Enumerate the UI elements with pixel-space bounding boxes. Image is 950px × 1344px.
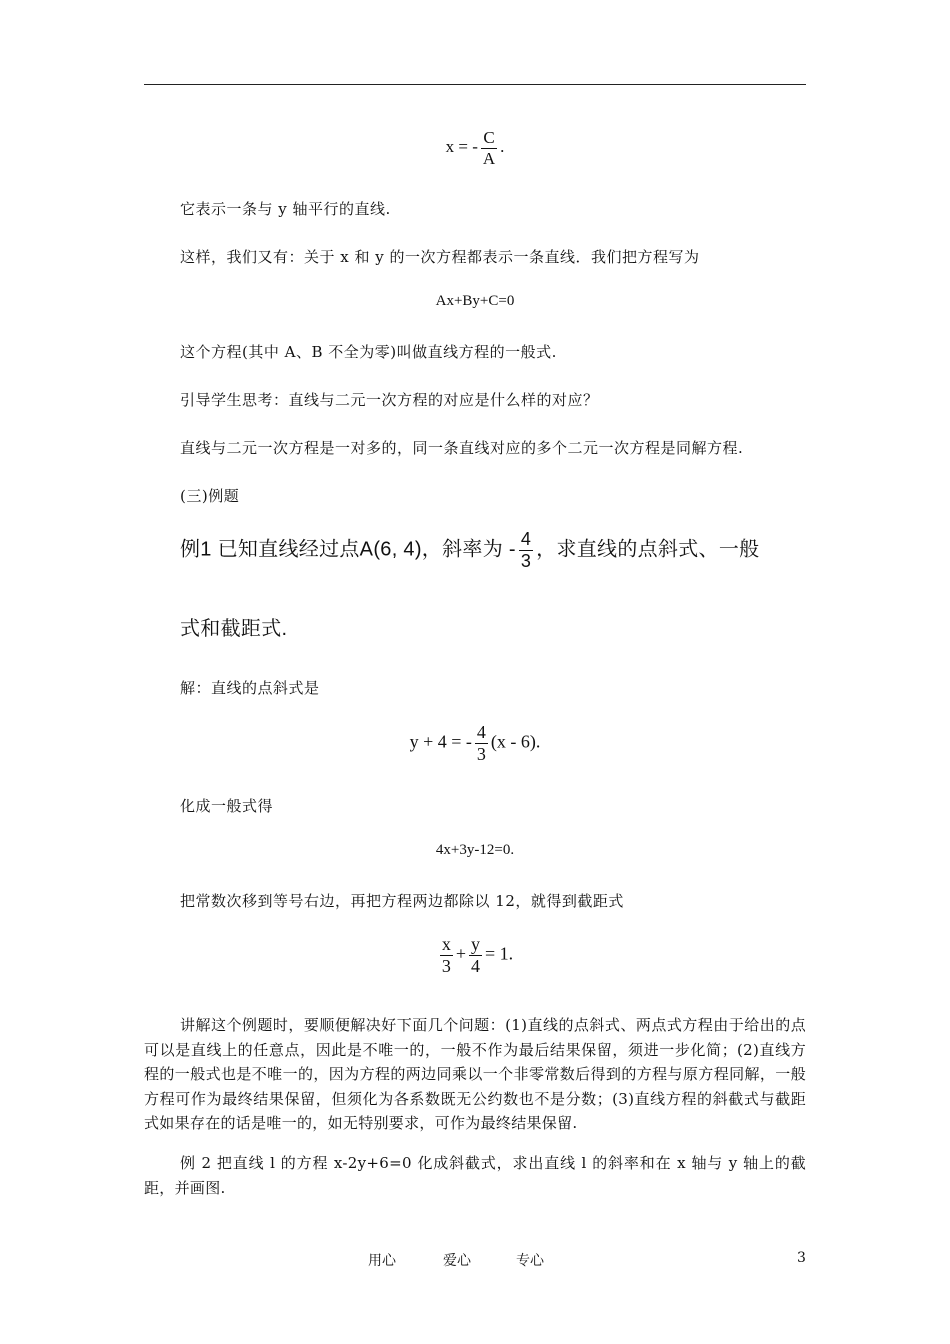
section-heading-examples: (三)例题 [180,487,240,505]
text-solution-intro: 解：直线的点斜式是 [180,679,320,697]
fraction-y-over-4 [469,934,482,976]
text-parallel-line: 它表示一条与 y 轴平行的直线. [180,200,391,218]
equation-point-slope [0,722,950,764]
example1-line2: 式和截距式. [180,618,288,640]
fraction-c-over-a [481,128,497,168]
equation-x-equals [0,128,950,168]
equation-general: 4x+3y-12=0. [435,842,515,858]
fraction-denominator: 3 [441,955,451,976]
fraction-numerator: y [471,934,480,954]
footer-label-1: 用心 [368,1253,396,1269]
footer-label-3: 专心 [516,1253,544,1269]
fraction-numerator: x [441,934,451,954]
equation-general-form: Ax+By+C=0 [435,293,515,309]
fraction-four-thirds [475,722,488,764]
fraction-denominator: A [482,148,496,168]
example1-prefix: 例1 已知直线经过点A(6, 4)，斜率为 - [180,538,516,561]
fraction-denominator: 3 [476,743,486,764]
fraction-denominator: 4 [471,955,480,976]
fraction-numerator: 4 [520,529,532,549]
teaching-note-paragraph: 讲解这个例题时，要顺便解决好下面几个问题：(1)直线的点斜式、两点式方程由于给出的点可以是直线上的任意点，因此是不唯一的，一般不作为最后结果保留，须进一步化简；(2)直线方程的一般式也是不唯一的，因为方程的两边同乘以一个非零常数后得到的方程与原方程同解，一般方程可作为最终结果保留，但须化为各系数既无公约数也不是分数；(3)直线方程的斜截式与截距式如果存在的话是唯一的，如无特别要求，可作为最终结果保留. [144,1016,806,1133]
text-conclusion: 这样，我们又有：关于 x 和 y 的一次方程都表示一条直线．我们把方程写为 [180,248,700,266]
equation-tail: = 1. [485,943,514,964]
text-general-intro: 化成一般式得 [180,797,274,815]
equation-lhs: x = - [445,136,478,156]
text-one-to-many: 直线与二元一次方程是一对多的，同一条直线对应的多个二元一次方程是同解方程. [180,439,744,457]
fraction-slope [519,529,533,571]
equation-tail: . [500,136,505,156]
page-number: 3 [797,1250,806,1266]
plus-sign: + [455,943,466,964]
example2-paragraph: 例 2 把直线 l 的方程 x-2y+6=0 化成斜截式，求出直线 l 的斜率和在 x 轴与 y 轴上的截距，并画图. [144,1154,806,1197]
text-guide-question: 引导学生思考：直线与二元一次方程的对应是什么样的对应？ [180,391,599,409]
equation-lhs: y + 4 = - [409,731,472,752]
equation-tail: (x - 6). [490,731,541,752]
header-rule [144,84,806,85]
example1-suffix: ，求直线的点斜式、一般 [536,538,760,561]
fraction-numerator: C [483,128,495,147]
fraction-x-over-3 [440,934,453,976]
example1-line1 [180,529,759,571]
footer-label-2: 爱心 [443,1253,471,1269]
text-intercept-intro: 把常数次移到等号右边，再把方程两边都除以 12，就得到截距式 [180,892,624,910]
fraction-numerator: 4 [476,722,486,742]
text-general-form: 这个方程(其中 A、B 不全为零)叫做直线方程的一般式. [180,343,557,361]
fraction-denominator: 3 [520,550,532,571]
equation-intercept [0,934,950,976]
